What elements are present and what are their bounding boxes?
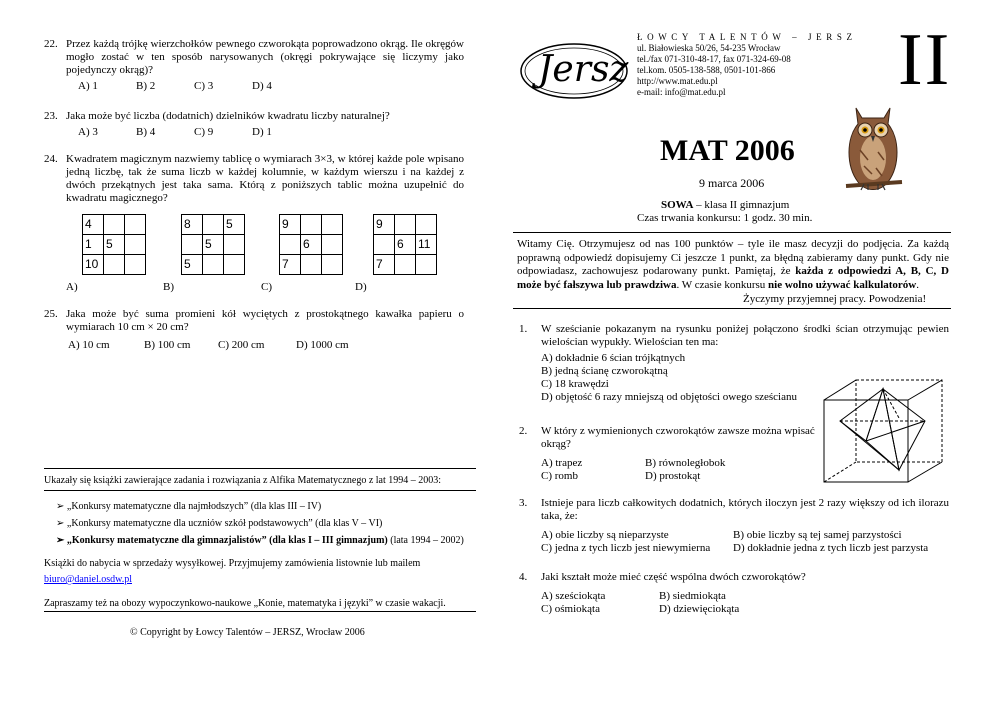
grid-cell — [322, 215, 343, 235]
question-number: 3. — [519, 497, 528, 509]
option-a: A) 1 — [78, 80, 98, 92]
option-a: A) trapez — [541, 457, 583, 469]
question-text: W który z wymienionych czworokątów zawsze można wpisać okrąg? — [541, 425, 815, 450]
options — [68, 339, 464, 352]
contest-title: MAT 2006 — [660, 134, 795, 167]
grid-cell: 11 — [416, 235, 437, 255]
book-item — [56, 532, 464, 549]
magic-grid-c — [279, 214, 343, 275]
question-number: 22. — [44, 38, 58, 50]
question-number: 2. — [519, 425, 528, 437]
option-a: A) 3 — [78, 126, 98, 138]
sale-info: Książki do nabycia w sprzedaży wysyłkowej. Przyjmujemy zamówienia listownie lub mailem — [44, 558, 421, 569]
options — [78, 80, 464, 93]
option-b: B) obie liczby są tej samej parzystości — [733, 529, 902, 541]
arrow-bullet-icon: ➢ — [56, 518, 67, 529]
grid-cell: 10 — [83, 255, 104, 275]
divider — [44, 490, 476, 491]
question-number: 1. — [519, 323, 528, 335]
grid-cell — [224, 255, 245, 275]
grid-cell — [203, 255, 224, 275]
logo-text: Jersz — [538, 49, 629, 90]
option-b: B) siedmiokąta — [659, 590, 726, 602]
question-22 — [44, 38, 464, 93]
copyright: © Copyright by Łowcy Talentów – JERSZ, Wrocław 2006 — [130, 627, 365, 638]
option-c: C) ośmiokąta — [541, 603, 600, 615]
address-line: ul. Białowieska 50/26, 54-235 Wrocław — [637, 43, 781, 53]
organization-name: ŁOWCY TALENTÓW – JERSZ — [637, 32, 857, 42]
question-text: Jaki kształt może mieć część wspólna dwóch czworokątów? — [541, 571, 806, 583]
book-extra: (dla klas V – VI) — [315, 518, 383, 529]
book-title: „Konkursy matematyczne dla najmłodszych” — [66, 501, 249, 512]
option-c: C) 18 krawędzi — [541, 378, 609, 390]
question-number: 25. — [44, 308, 58, 320]
question-3 — [519, 497, 949, 555]
address-line: http://www.mat.edu.pl — [637, 76, 718, 86]
address-block — [637, 43, 791, 98]
book-extra: (dla klas III – IV) — [250, 501, 322, 512]
option-a: A) 10 cm — [68, 339, 110, 351]
contest-date: 9 marca 2006 — [699, 176, 765, 190]
option-c: C) jedna z tych liczb jest niewymierna — [541, 542, 711, 554]
grid-cell — [416, 215, 437, 235]
option-d: D) 4 — [252, 80, 272, 92]
question-number: 24. — [44, 153, 58, 165]
address-line: e-mail: info@mat.edu.pl — [637, 87, 726, 97]
grid-cell — [374, 235, 395, 255]
magic-grid-b — [181, 214, 245, 275]
arrow-bullet-icon: ➢ — [56, 535, 67, 546]
book-extra: (lata 1994 – 2002) — [390, 535, 464, 546]
rules-part: Witamy Cię. Otrzymujesz od nas 100 punktów – tyle ile masz decyzji do podjęcia. Za każdą poprawną odpowiedź dopisujemy Ci jeszcze 1 punkt, za błędną zabieramy dany punkt. Gdy nie odpowiadasz, zachowujesz podarowany punkt. Pamiętaj, że — [517, 238, 949, 277]
rules-bold: nie wolno używać kalkulatorów — [768, 278, 917, 291]
wish-text: Życzymy przyjemnej pracy. Powodzenia! — [743, 293, 927, 305]
grid-cell — [395, 215, 416, 235]
question-number: 4. — [519, 571, 528, 583]
option-d: D) dokładnie jedna z tych liczb jest parzysta — [733, 542, 929, 554]
grid-label-a: A) — [66, 281, 78, 293]
grid-cell — [301, 215, 322, 235]
grid-cell — [322, 255, 343, 275]
question-number: 23. — [44, 110, 58, 122]
question-text: Jaka może być liczba (dodatnich) dzielników kwadratu liczby naturalnej? — [66, 110, 390, 122]
option-b: B) 100 cm — [144, 339, 191, 351]
grid-cell — [301, 255, 322, 275]
camp-info: Zapraszamy też na obozy wypoczynkowo-naukowe „Konie, matematyka i języki” w czasie wakacji. — [44, 598, 446, 609]
book-title: „Konkursy matematyczne dla uczniów szkół podstawowych” — [66, 518, 313, 529]
grid-cell — [395, 255, 416, 275]
grid-cell — [224, 235, 245, 255]
question-text: Istnieje para liczb całkowitych dodatnich, których iloczyn jest 2 razy większy od ich ilorazu taka, że: — [541, 497, 949, 522]
address-line: tel.kom. 0505-138-588, 0501-101-866 — [637, 65, 776, 75]
option-c: C) 200 cm — [218, 339, 265, 351]
book-item — [56, 515, 464, 532]
grid-cell: 5 — [224, 215, 245, 235]
grid-cell: 5 — [182, 255, 203, 275]
question-25 — [44, 308, 464, 352]
grid-cell — [125, 215, 146, 235]
question-24 — [44, 153, 464, 205]
option-a: A) obie liczby są nieparzyste — [541, 529, 669, 541]
option-d: D) 1 — [252, 126, 272, 138]
option-d: D) dziewięciokąta — [659, 603, 740, 615]
question-text: Jaka może być suma promieni kół wyciętych z prostokątnego kawałka papieru o wymiarach 10 cm × 20 cm? — [66, 308, 464, 333]
options — [78, 126, 464, 139]
option-c: C) 3 — [194, 80, 214, 92]
rules-part: . — [916, 278, 920, 291]
grid-label-b: B) — [163, 281, 174, 293]
magic-grid-a — [82, 214, 146, 275]
class-level-numeral: II — [898, 19, 952, 101]
option-d: D) prostokąt — [645, 470, 701, 482]
category — [661, 199, 789, 212]
book-item — [56, 498, 464, 515]
grid-cell: 8 — [182, 215, 203, 235]
question-2 — [519, 425, 819, 483]
magic-grid-d — [373, 214, 437, 275]
grid-cell: 4 — [83, 215, 104, 235]
grid-cell: 6 — [301, 235, 322, 255]
option-c: C) romb — [541, 470, 578, 482]
question-text: W sześcianie pokazanym na rysunku poniżej połączono środki ścian otrzymując pewien wielościan wypukły. Wielościan ten ma: — [541, 323, 949, 348]
email-link[interactable]: biuro@daniel.osdw.pl — [44, 574, 132, 585]
option-d: D) objętość 6 razy mniejszą od objętości owego sześcianu — [541, 391, 797, 403]
options — [541, 529, 949, 555]
grid-cell — [203, 215, 224, 235]
option-a: A) sześciokąta — [541, 590, 606, 602]
rules-part: . W czasie konkursu — [676, 278, 769, 291]
grid-cell — [104, 215, 125, 235]
grid-cell — [125, 235, 146, 255]
option-b: B) 4 — [136, 126, 156, 138]
rules-bold: każda z odpowiedzi A, B, C, D może być fałszywa lub prawdziwa — [517, 265, 949, 291]
grid-cell: 5 — [203, 235, 224, 255]
book-list — [56, 498, 464, 549]
grid-cell: 9 — [374, 215, 395, 235]
divider — [513, 232, 951, 233]
contest-duration: Czas trwania konkursu: 1 godz. 30 min. — [637, 212, 813, 224]
grid-label-c: C) — [261, 281, 272, 293]
cube-octahedron-icon — [820, 378, 948, 484]
book-title: „Konkursy matematyczne dla gimnazjalistów” (dla klas I – III gimnazjum) — [66, 535, 388, 546]
grid-cell — [322, 235, 343, 255]
options — [541, 590, 949, 616]
option-b: B) 2 — [136, 80, 156, 92]
rules-text — [517, 238, 949, 292]
grid-cell: 7 — [280, 255, 301, 275]
address-line: tel./fax 071-310-48-17, fax 071-324-69-08 — [637, 54, 791, 64]
grid-cell — [182, 235, 203, 255]
question-text: Przez każdą trójkę wierzchołków pewnego czworokąta poprowadzono okrąg. Ile okręgów mogło zostać w ten sposób narysowanych (okręgi pokrywające się liczymy jako pojedynczy okrąg)? — [66, 38, 464, 76]
divider — [513, 308, 951, 309]
grid-cell — [104, 255, 125, 275]
jersz-logo — [518, 38, 630, 104]
arrow-bullet-icon: ➢ — [56, 501, 67, 512]
divider — [44, 611, 476, 612]
option-b: B) równoległobok — [645, 457, 726, 469]
grid-label-d: D) — [355, 281, 367, 293]
grid-cell — [125, 255, 146, 275]
category-name: SOWA — [661, 199, 694, 211]
options — [541, 457, 819, 483]
owl-icon — [838, 100, 908, 200]
cube-figure — [820, 378, 948, 484]
divider — [44, 468, 476, 469]
grid-cell: 1 — [83, 235, 104, 255]
grid-cell — [280, 235, 301, 255]
option-d: D) 1000 cm — [296, 339, 349, 351]
option-a: A) dokładnie 6 ścian trójkątnych — [541, 352, 686, 364]
grid-cell — [416, 255, 437, 275]
grid-cell: 9 — [280, 215, 301, 235]
question-4 — [519, 571, 949, 616]
option-b: B) jedną ścianę czworokątną — [541, 365, 668, 377]
books-intro: Ukazały się książki zawierające zadania i rozwiązania z Alfika Matematycznego z lat 1994 – 2003: — [44, 475, 442, 486]
grid-cell: 6 — [395, 235, 416, 255]
option-c: C) 9 — [194, 126, 214, 138]
grid-cell: 7 — [374, 255, 395, 275]
grid-cell: 5 — [104, 235, 125, 255]
question-text: Kwadratem magicznym nazwiemy tablicę o wymiarach 3×3, w której każde pole wpisano jedną liczbę, tak że suma liczb w każdej kolumnie, w każdym wierszu i na każdej z dwóch przekątnych jest taka sama. Którą z poniższych tablic można uzupełnić do kwadratu magicznego? — [66, 153, 464, 204]
owl-illustration — [838, 100, 908, 200]
question-23 — [44, 110, 464, 139]
category-level: – klasa II gimnazjum — [693, 199, 790, 211]
